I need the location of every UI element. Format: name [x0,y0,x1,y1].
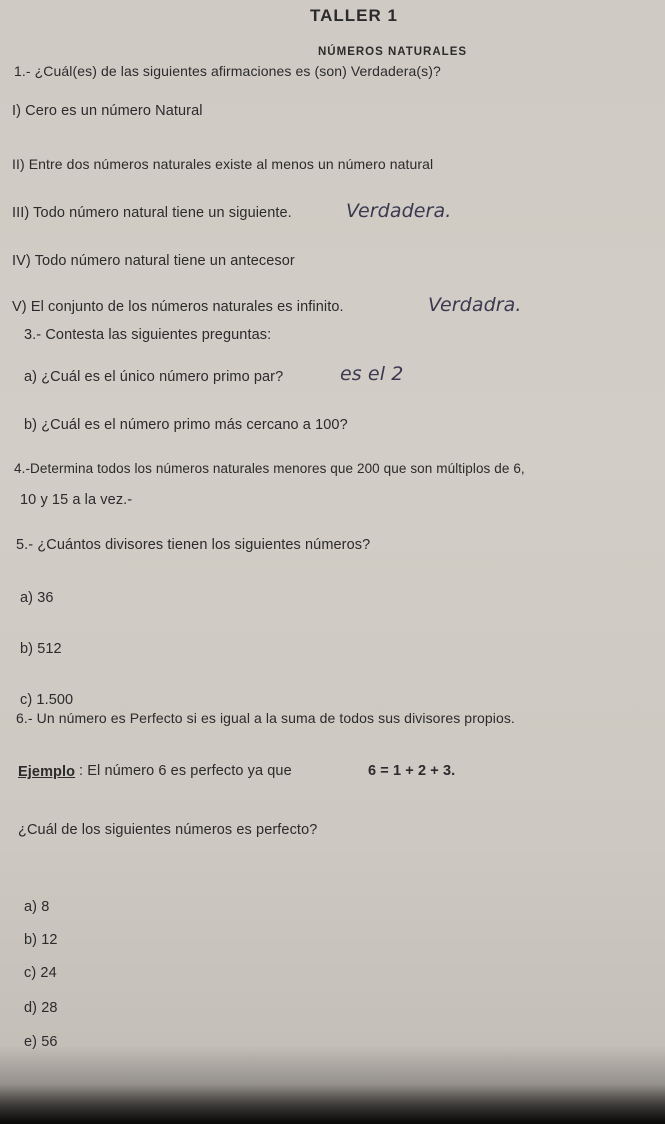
q4-line2: 10 y 15 a la vez.- [20,492,133,508]
q1-item-4: IV) Todo número natural tiene un antecesor [12,253,295,269]
q6-option-b: b) 12 [24,932,58,948]
q5-option-a: a) 36 [20,590,54,606]
q6-option-e: e) 56 [24,1034,58,1050]
q3-a-handwritten-answer: es el 2 [340,363,404,385]
q1-prompt: 1.- ¿Cuál(es) de las siguientes afirmaciones es (son) Verdadera(s)? [14,63,441,79]
q6-example-label: Ejemplo [18,764,76,780]
worksheet-title: TALLER 1 [310,6,398,25]
q1-item-1: I) Cero es un número Natural [12,103,203,119]
q6-option-a: a) 8 [24,899,50,915]
photo-bottom-shadow [0,1084,665,1124]
q6-prompt: 6.- Un número es Perfecto si es igual a la suma de todos sus divisores propios. [16,710,515,726]
q6-example-text: : El número 6 es perfecto ya que [79,763,292,779]
q1-item-3: III) Todo número natural tiene un siguiente. [12,205,292,221]
q1-item-3-handwritten-answer: Verdadera. [346,200,452,222]
q6-option-c: c) 24 [24,965,57,981]
q6-option-d: d) 28 [24,1000,58,1016]
q4-line1: 4.-Determina todos los números naturales menores que 200 que son múltiplos de 6, [14,461,525,476]
q1-item-2: II) Entre dos números naturales existe al menos un número natural [12,156,434,172]
q5-option-b: b) 512 [20,641,62,657]
q6-question: ¿Cuál de los siguientes números es perfecto? [18,822,318,838]
q5-prompt: 5.- ¿Cuántos divisores tienen los siguientes números? [16,537,371,553]
q3-a: a) ¿Cuál es el único número primo par? [24,369,284,385]
q1-item-5-handwritten-answer: Verdadra. [428,294,522,316]
q6-example-equation: 6 = 1 + 2 + 3. [368,763,456,779]
q1-item-5: V) El conjunto de los números naturales es infinito. [12,299,344,315]
worksheet-subtitle: NÚMEROS NATURALES [318,46,468,58]
q3-prompt: 3.- Contesta las siguientes preguntas: [24,327,272,343]
q5-option-c: c) 1.500 [20,692,74,708]
q3-b: b) ¿Cuál es el número primo más cercano a 100? [24,417,348,433]
